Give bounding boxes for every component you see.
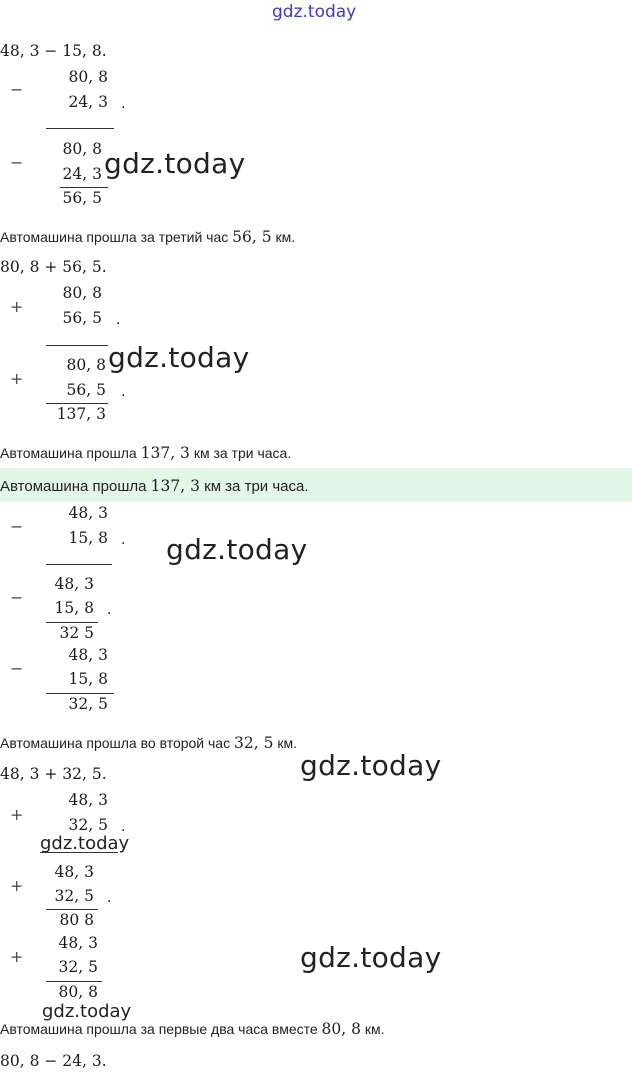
result-value: 80, 8 xyxy=(58,983,98,1001)
separator-dot: . xyxy=(121,96,126,112)
result-line xyxy=(46,622,98,623)
plus-sign: + xyxy=(10,876,24,895)
result-value: 56, 5 xyxy=(62,189,102,207)
result-value: 32 5 xyxy=(59,624,94,642)
highlighted-answer-sentence xyxy=(0,477,309,495)
operand-bottom: 15, 8 xyxy=(54,599,94,617)
sentence-number: 32, 5 xyxy=(234,734,274,752)
operand-bottom: 56, 5 xyxy=(62,309,102,327)
separator-dot: . xyxy=(107,602,112,618)
operand-top: 80, 8 xyxy=(62,140,102,158)
result-line xyxy=(46,564,112,565)
operand-top: 48, 3 xyxy=(54,575,94,593)
sentence-number: 56, 5 xyxy=(232,228,272,246)
sentence-unit: км. xyxy=(277,735,297,751)
minus-sign: − xyxy=(10,80,24,99)
sentence-unit: км за три часа. xyxy=(193,445,292,461)
sentence-unit: км за три часа. xyxy=(204,478,309,495)
operand-top: 48, 3 xyxy=(58,934,98,952)
watermark: gdz.today xyxy=(300,749,442,782)
result-line xyxy=(46,909,98,910)
operand-bottom: 32, 5 xyxy=(54,887,94,905)
operand-top: 80, 8 xyxy=(66,356,106,374)
watermark: gdz.today xyxy=(104,147,246,180)
sentence-number: 137, 3 xyxy=(140,444,190,462)
operand-bottom: 32, 5 xyxy=(68,816,108,834)
result-line xyxy=(46,345,108,346)
result-value: 32, 5 xyxy=(68,695,108,713)
minus-sign: − xyxy=(10,659,24,678)
minus-sign: − xyxy=(10,153,24,172)
result-value: 137, 3 xyxy=(56,405,106,423)
result-value: 80 8 xyxy=(59,911,94,929)
operand-top: 48, 3 xyxy=(54,863,94,881)
top-watermark: gdz.today xyxy=(272,2,357,22)
sentence-unit: км. xyxy=(275,229,296,245)
expression-add-1: 80, 8 + 56, 5. xyxy=(0,258,107,276)
expression-subtract-1: 48, 3 − 15, 8. xyxy=(0,42,107,60)
minus-sign: − xyxy=(10,517,24,536)
expression-add-2: 48, 3 + 32, 5. xyxy=(0,765,107,783)
sentence-text: Автомашина прошла за третий час xyxy=(0,229,229,245)
watermark: gdz.today xyxy=(300,941,442,974)
result-line xyxy=(46,693,114,694)
sentence-number: 137, 3 xyxy=(150,477,200,495)
sentence-text: Автомашина прошла xyxy=(0,445,137,461)
plus-sign: + xyxy=(10,947,24,966)
watermark: gdz.today xyxy=(42,1001,132,1022)
plus-sign: + xyxy=(10,297,24,316)
operand-bottom: 15, 8 xyxy=(68,670,108,688)
separator-dot: . xyxy=(107,890,112,906)
answer-sentence xyxy=(0,1020,385,1038)
operand-top: 80, 8 xyxy=(68,68,108,86)
result-line xyxy=(60,187,108,188)
sentence-text: Автомашина прошла во второй час xyxy=(0,735,231,751)
separator-dot: . xyxy=(116,312,121,328)
sentence-unit: км. xyxy=(364,1021,385,1037)
result-line xyxy=(40,852,118,853)
operand-bottom: 56, 5 xyxy=(66,381,106,399)
operand-top: 48, 3 xyxy=(68,791,108,809)
plus-sign: + xyxy=(10,369,24,388)
operand-bottom: 32, 5 xyxy=(58,958,98,976)
answer-sentence xyxy=(0,444,291,462)
operand-top: 48, 3 xyxy=(68,504,108,522)
operand-top: 48, 3 xyxy=(68,646,108,664)
separator-dot: . xyxy=(121,384,126,400)
answer-sentence xyxy=(0,734,297,752)
operand-bottom: 24, 3 xyxy=(62,165,102,183)
operand-bottom: 15, 8 xyxy=(68,529,108,547)
separator-dot: . xyxy=(121,819,126,835)
separator-dot: . xyxy=(121,532,126,548)
watermark: gdz.today xyxy=(166,533,308,566)
result-line xyxy=(46,403,108,404)
expression-subtract-2: 80, 8 − 24, 3. xyxy=(0,1052,107,1070)
result-line xyxy=(46,128,114,129)
sentence-number: 80, 8 xyxy=(321,1020,361,1038)
watermark: gdz.today xyxy=(108,341,250,374)
result-line xyxy=(46,981,102,982)
watermark: gdz.today xyxy=(40,833,130,854)
operand-top: 80, 8 xyxy=(62,284,102,302)
plus-sign: + xyxy=(10,805,24,824)
sentence-text: Автомашина прошла за первые два часа вместе xyxy=(0,1021,318,1037)
minus-sign: − xyxy=(10,588,24,607)
answer-sentence xyxy=(0,228,295,246)
sentence-text: Автомашина прошла xyxy=(0,478,147,495)
operand-bottom: 24, 3 xyxy=(68,93,108,111)
